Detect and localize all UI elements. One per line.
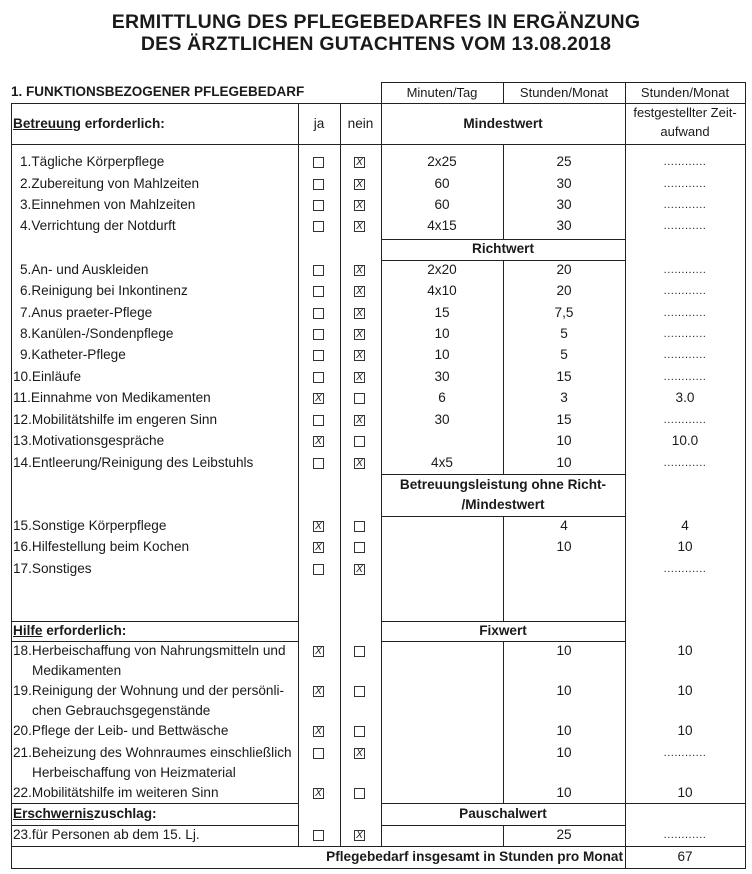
checkbox-ja[interactable] <box>313 265 324 276</box>
minutes-per-day-value: 30 <box>434 369 450 384</box>
hours-per-month-value: 30 <box>556 218 572 233</box>
band-richtwert: Richtwert <box>472 241 534 256</box>
row-label: 8.Kanülen-/Sondenpflege <box>20 326 174 341</box>
minutes-per-day-value: 4x5 <box>431 455 453 470</box>
determined-hours-value[interactable]: ............ <box>663 307 707 319</box>
determined-hours-value[interactable]: ............ <box>663 414 707 426</box>
band-ohne-line1: Betreuungsleistung ohne Richt- <box>399 477 607 492</box>
group-label-hilfe: Hilfe erforderlich: <box>13 623 127 638</box>
section-heading: 1. FUNKTIONSBEZOGENER PFLEGEBEDARF <box>11 84 305 99</box>
row-label: 10.Einläufe <box>13 369 82 384</box>
hours-per-month-value: 15 <box>556 412 572 427</box>
checkbox-nein[interactable] <box>354 542 365 553</box>
minutes-per-day-value: 60 <box>434 176 450 191</box>
group-label-erschwernis: Erschwerniszuschlag: <box>13 806 157 821</box>
hours-per-month-value: 25 <box>556 154 572 169</box>
checkbox-ja[interactable]: X <box>313 436 324 447</box>
checkbox-nein[interactable]: X <box>354 350 365 361</box>
checkbox-nein[interactable]: X <box>354 157 365 168</box>
checkbox-nein[interactable] <box>354 646 365 657</box>
hours-per-month-value: 10 <box>556 683 572 698</box>
checkbox-ja[interactable] <box>313 200 324 211</box>
row-label: 9.Katheter-Pflege <box>20 347 126 362</box>
checkbox-ja[interactable] <box>313 221 324 232</box>
minutes-per-day-value: 6 <box>438 390 446 405</box>
hours-per-month-value: 20 <box>556 283 572 298</box>
total-value: 67 <box>677 849 693 864</box>
minutes-per-day-value: 60 <box>434 197 450 212</box>
hours-per-month-value: 3 <box>560 390 568 405</box>
row-label: 20.Pflege der Leib- und Bettwäsche <box>13 723 229 738</box>
determined-hours-value[interactable]: 10 <box>677 723 693 738</box>
document-title-line2: DES ÄRZTLICHEN GUTACHTENS VOM 13.08.2018 <box>140 33 612 55</box>
checkbox-nein[interactable]: X <box>354 265 365 276</box>
minutes-per-day-value: 2x25 <box>427 154 457 169</box>
determined-hours-value[interactable]: 10 <box>677 785 693 800</box>
hours-per-month-value: 30 <box>556 197 572 212</box>
band-fixwert: Fixwert <box>479 623 527 638</box>
hours-per-month-value: 4 <box>560 518 568 533</box>
checkbox-ja[interactable]: X <box>313 393 324 404</box>
col-header-hours-per-month-determined: Stunden/Monat <box>640 85 730 100</box>
determined-hours-value[interactable]: ............ <box>663 747 707 759</box>
checkbox-nein[interactable]: X <box>354 564 365 575</box>
row-label: 16.Hilfestellung beim Kochen <box>13 539 190 554</box>
checkbox-nein[interactable]: X <box>354 221 365 232</box>
determined-hours-value[interactable]: ............ <box>663 457 707 469</box>
col-header-determined-line1: festgestellter Zeit- <box>633 105 737 120</box>
row-label: 22.Mobilitätshilfe im weiteren Sinn <box>13 785 219 800</box>
row-label: 4.Verrichtung der Notdurft <box>20 218 176 233</box>
row-label: 3.Einnehmen von Mahlzeiten <box>20 197 196 212</box>
hours-per-month-value: 7,5 <box>554 305 574 320</box>
checkbox-nein[interactable]: X <box>354 179 365 190</box>
minutes-per-day-value: 2x20 <box>427 262 457 277</box>
minutes-per-day-value: 10 <box>434 326 450 341</box>
group-label-betreuung: Betreuung erforderlich: <box>13 116 165 131</box>
determined-hours-value[interactable]: 3.0 <box>675 390 695 405</box>
checkbox-nein[interactable] <box>354 521 365 532</box>
hours-per-month-value: 10 <box>556 745 572 760</box>
determined-hours-value[interactable]: 10 <box>677 643 693 658</box>
band-ohne-line2: /Mindestwert <box>461 497 545 512</box>
checkbox-nein[interactable]: X <box>354 830 365 841</box>
hours-per-month-value: 10 <box>556 643 572 658</box>
row-label: 23.für Personen ab dem 15. Lj. <box>13 827 200 842</box>
row-label-continuation: Herbeischaffung von Heizmaterial <box>32 765 236 780</box>
hours-per-month-value: 20 <box>556 262 572 277</box>
checkbox-ja[interactable] <box>313 830 324 841</box>
determined-hours-value[interactable]: ............ <box>663 349 707 361</box>
row-label-continuation: chen Gebrauchsgegenstände <box>32 703 211 718</box>
checkbox-ja[interactable]: X <box>313 686 324 697</box>
checkbox-ja[interactable] <box>313 157 324 168</box>
row-label: 2.Zubereitung von Mahlzeiten <box>20 176 200 191</box>
minutes-per-day-value: 10 <box>434 347 450 362</box>
determined-hours-value[interactable]: ............ <box>663 328 707 340</box>
checkbox-ja[interactable] <box>313 372 324 383</box>
row-label: 13.Motivationsgespräche <box>13 433 165 448</box>
checkbox-nein[interactable] <box>354 686 365 697</box>
checkbox-ja[interactable] <box>313 329 324 340</box>
checkbox-ja[interactable] <box>313 458 324 469</box>
hours-per-month-value: 10 <box>556 539 572 554</box>
hours-per-month-value: 5 <box>560 326 568 341</box>
row-label: 14.Entleerung/Reinigung des Leibstuhls <box>13 455 254 470</box>
band-pauschalwert: Pauschalwert <box>459 806 547 821</box>
hours-per-month-value: 30 <box>556 176 572 191</box>
col-header-hours-per-month: Stunden/Monat <box>519 85 609 100</box>
checkbox-ja[interactable] <box>313 350 324 361</box>
minutes-per-day-value: 4x15 <box>427 218 457 233</box>
row-label: 21.Beheizung des Wohnraumes einschließlich <box>13 745 292 760</box>
col-header-nein: nein <box>347 116 374 131</box>
checkbox-nein[interactable]: X <box>354 415 365 426</box>
col-header-minutes-per-day: Minuten/Tag <box>406 85 478 100</box>
document-title-line1: ERMITTLUNG DES PFLEGEBEDARFES IN ERGÄNZUNG <box>111 11 641 33</box>
determined-hours-value[interactable]: ............ <box>663 264 707 276</box>
row-label: 17.Sonstiges <box>13 561 92 576</box>
col-header-ja: ja <box>313 116 325 131</box>
row-label: 12.Mobilitätshilfe im engeren Sinn <box>13 412 218 427</box>
checkbox-nein[interactable] <box>354 726 365 737</box>
checkbox-ja[interactable] <box>313 308 324 319</box>
checkbox-ja[interactable] <box>313 286 324 297</box>
determined-hours-value[interactable]: ............ <box>663 220 707 232</box>
checkbox-ja[interactable]: X <box>313 788 324 799</box>
determined-hours-value[interactable]: 10.0 <box>671 433 699 448</box>
determined-hours-value[interactable]: ............ <box>663 829 707 841</box>
minutes-per-day-value: 4x10 <box>427 283 457 298</box>
hours-per-month-value: 25 <box>556 827 572 842</box>
determined-hours-value[interactable]: ............ <box>663 371 707 383</box>
row-label: 18.Herbeischaffung von Nahrungsmitteln und <box>13 643 286 658</box>
hours-per-month-value: 10 <box>556 433 572 448</box>
determined-hours-value[interactable]: ............ <box>663 178 707 190</box>
row-label: 15.Sonstige Körperpflege <box>13 518 167 533</box>
col-header-determined-line2: aufwand <box>660 124 710 139</box>
determined-hours-value[interactable]: 10 <box>677 539 693 554</box>
row-label: 6.Reinigung bei Inkontinenz <box>20 283 188 298</box>
checkbox-ja[interactable]: X <box>313 646 324 657</box>
checkbox-nein[interactable] <box>354 436 365 447</box>
hours-per-month-value: 5 <box>560 347 568 362</box>
row-label: 11.Einnahme von Medikamenten <box>13 390 211 405</box>
determined-hours-value[interactable]: ............ <box>663 285 707 297</box>
band-mindestwert: Mindestwert <box>463 116 543 131</box>
row-label: 7.Anus praeter-Pflege <box>20 305 153 320</box>
row-label: 5.An- und Auskleiden <box>20 262 149 277</box>
checkbox-nein[interactable]: X <box>354 458 365 469</box>
checkbox-nein[interactable]: X <box>354 329 365 340</box>
checkbox-nein[interactable]: X <box>354 372 365 383</box>
hours-per-month-value: 15 <box>556 369 572 384</box>
checkbox-ja[interactable] <box>313 179 324 190</box>
minutes-per-day-value: 30 <box>434 412 450 427</box>
checkbox-nein[interactable]: X <box>354 286 365 297</box>
row-label: 1.Tägliche Körperpflege <box>20 154 165 169</box>
checkbox-ja[interactable] <box>313 564 324 575</box>
minutes-per-day-value: 15 <box>434 305 450 320</box>
checkbox-ja[interactable]: X <box>313 726 324 737</box>
checkbox-ja[interactable]: X <box>313 521 324 532</box>
hours-per-month-value: 10 <box>556 785 572 800</box>
determined-hours-value[interactable]: ............ <box>663 563 707 575</box>
checkbox-nein[interactable]: X <box>354 308 365 319</box>
determined-hours-value[interactable]: ............ <box>663 199 707 211</box>
determined-hours-value[interactable]: 4 <box>681 518 689 533</box>
checkbox-nein[interactable]: X <box>354 748 365 759</box>
checkbox-nein[interactable]: X <box>354 200 365 211</box>
determined-hours-value[interactable]: 10 <box>677 683 693 698</box>
checkbox-nein[interactable] <box>354 393 365 404</box>
checkbox-ja[interactable] <box>313 748 324 759</box>
checkbox-nein[interactable] <box>354 788 365 799</box>
row-label-continuation: Medikamenten <box>32 663 122 678</box>
checkbox-ja[interactable] <box>313 415 324 426</box>
total-label: Pflegebedarf insgesamt in Stunden pro Monat <box>326 849 623 864</box>
checkbox-ja[interactable]: X <box>313 542 324 553</box>
determined-hours-value[interactable]: ............ <box>663 156 707 168</box>
hours-per-month-value: 10 <box>556 723 572 738</box>
hours-per-month-value: 10 <box>556 455 572 470</box>
row-label: 19.Reinigung der Wohnung und der persönli- <box>13 683 285 698</box>
